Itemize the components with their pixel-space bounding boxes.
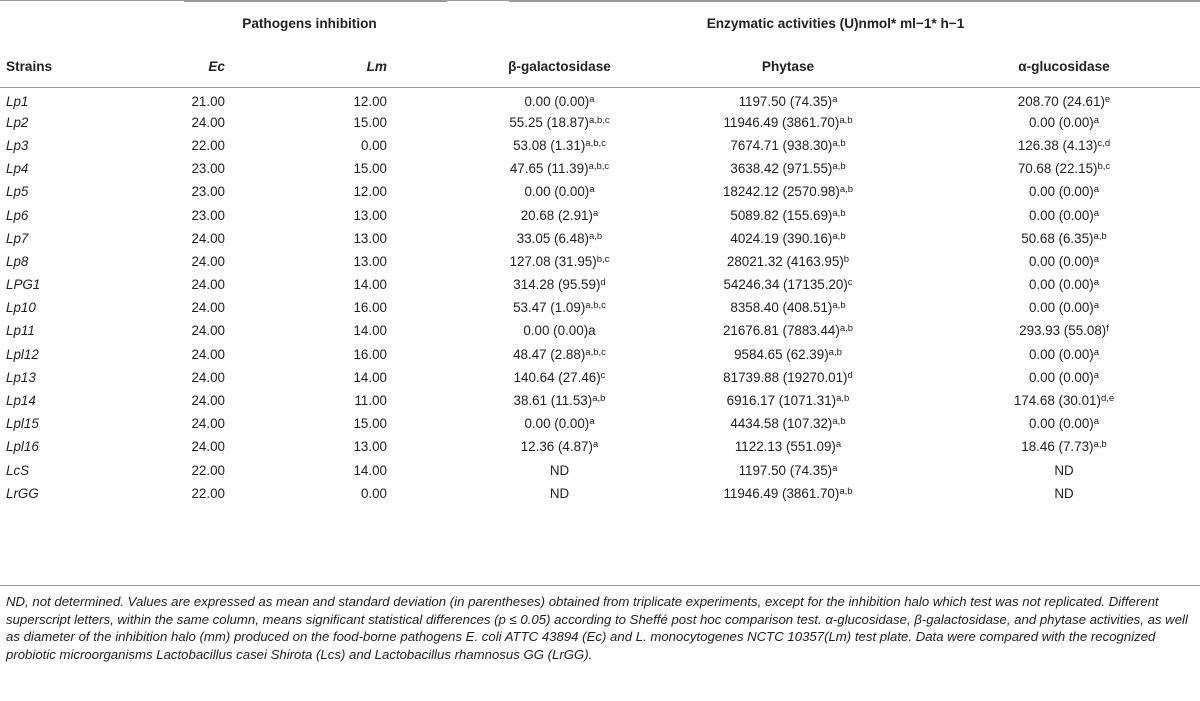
significance-letters: a,b bbox=[589, 230, 603, 242]
cell-aglu: 0.00 $(0.00)^a$ bbox=[1028, 300, 1100, 316]
cell-aglu: 174.68 $(30.01)^{d,e}$ bbox=[1013, 393, 1115, 409]
table-row bbox=[0, 319, 1200, 342]
cell-phytase: 28021.32 $(4163.95)^b$ bbox=[726, 253, 850, 269]
cell-phytase: 11946.49 $(3861.70)^{a,b}$ bbox=[723, 114, 853, 130]
cell-lm: 16.00 bbox=[353, 346, 387, 362]
cell-ec: 22.00 bbox=[191, 462, 225, 478]
cell-ec: 22.00 bbox=[191, 137, 225, 153]
cell-ec: 24.00 bbox=[191, 346, 225, 362]
cell-lm: 14.00 bbox=[353, 369, 387, 385]
cell-phytase: 4024.19 $(390.16)^{a,b}$ bbox=[730, 230, 846, 246]
significance-letters: b bbox=[843, 253, 850, 265]
table-body bbox=[0, 88, 1200, 505]
significance-letters: a,b bbox=[1093, 439, 1107, 451]
cell-lm: 15.00 bbox=[353, 114, 387, 130]
cell-strain: LrGG bbox=[6, 485, 39, 501]
cell-ec: 24.00 bbox=[191, 300, 225, 316]
table-row bbox=[0, 412, 1200, 435]
cell-strain: Lp4 bbox=[6, 161, 29, 177]
cell-aglu: 0.00 $(0.00)^a$ bbox=[1028, 346, 1100, 362]
cell-strain: Lpl12 bbox=[6, 346, 39, 362]
cell-ec: 23.00 bbox=[191, 184, 225, 200]
cell-lm: 11.00 bbox=[354, 393, 387, 409]
cell-bgal: 0.00 $(0.00)^a$ bbox=[524, 184, 595, 200]
significance-letters: a,b,c bbox=[585, 346, 606, 358]
cell-aglu: 0.00 $(0.00)^a$ bbox=[1028, 277, 1100, 293]
cell-bgal: 12.36 $(4.87)^a$ bbox=[520, 439, 599, 455]
group-header-enzymatic: Enzymatic activities (U)nmol* ml−1* h−1 bbox=[706, 15, 965, 31]
cell-ec: 22.00 bbox=[191, 485, 225, 501]
column-header-row bbox=[0, 45, 1200, 88]
significance-letters: a,b bbox=[839, 184, 854, 196]
cell-phytase: 9584.65 $(62.39)^{a,b}$ bbox=[734, 346, 842, 362]
cell-aglu: 0.00 $(0.00)^a$ bbox=[1028, 114, 1100, 130]
cell-aglu: 126.38 $(4.13)^{c,d}$ bbox=[1017, 137, 1111, 153]
significance-letters: a bbox=[1093, 416, 1100, 428]
cell-aglu: 0.00 $(0.00)^a$ bbox=[1028, 184, 1100, 200]
cell-bgal: ND bbox=[549, 462, 570, 478]
cell-phytase: 8358.40 $(408.51)^{a,b}$ bbox=[730, 300, 846, 316]
table-footnote: ND, not determined. Values are expressed as mean and standard deviation (in parentheses) obtained from triplicate experiments, except for the inhibition halo which test was not replicated. Different superscript letters, within the same column, means significant statistical differences (p ≤ 0.05) according to Sheffé post hoc comparison test. α-glucosidase, β-galactosidase, and phytase activities, as well as diameter of the inhibition halo (mm) produced on the food-borne pathogens E. coli ATTC 43894 (Ec) and L. monocytogenes NCTC 10357(Lm) test plate. Data were compared with the recognized probiotic microorganisms Lactobacillus casei Shirota (Lcs) and Lactobacillus rhamnosus GG (LrGG). bbox=[6, 594, 1188, 662]
enzymatic-group-rule bbox=[509, 1, 1200, 2]
significance-letters: a,b,c bbox=[585, 300, 606, 312]
table-row bbox=[0, 343, 1200, 366]
significance-letters: c bbox=[600, 369, 606, 381]
cell-bgal: 47.65 $(11.39)^{a,b,c}$ bbox=[509, 161, 610, 177]
cell-bgal: 53.08 $(1.31)^{a,b,c}$ bbox=[513, 137, 606, 153]
cell-lm: 14.00 bbox=[353, 462, 387, 478]
significance-letters: a bbox=[589, 184, 595, 196]
cell-bgal: 0.00 $(0.00)^a$ bbox=[524, 93, 595, 109]
significance-letters: a bbox=[835, 439, 842, 451]
significance-letters: a,b bbox=[839, 323, 854, 335]
col-header-bgal: β-galactosidase bbox=[508, 58, 611, 74]
significance-letters: a bbox=[1093, 346, 1100, 358]
significance-letters: a bbox=[1093, 300, 1100, 312]
table-row bbox=[0, 389, 1200, 412]
cell-ec: 21.00 bbox=[191, 93, 225, 109]
cell-bgal: 127.08 $(31.95)^{b,c}$ bbox=[509, 253, 610, 269]
cell-aglu: 0.00 $(0.00)^a$ bbox=[1028, 416, 1100, 432]
significance-letters: d bbox=[847, 369, 853, 381]
significance-letters: a,b,c bbox=[589, 114, 610, 126]
cell-lm: 16.00 bbox=[353, 300, 387, 316]
significance-letters: c,d bbox=[1097, 137, 1111, 149]
significance-letters: a,b,c bbox=[588, 161, 610, 173]
significance-letters: a,b bbox=[832, 161, 846, 173]
significance-letters: d,e bbox=[1100, 393, 1115, 405]
significance-letters: a,b bbox=[1093, 230, 1107, 242]
cell-strain: Lp13 bbox=[6, 369, 36, 385]
table-row bbox=[0, 459, 1200, 482]
col-header-ec: Ec bbox=[208, 58, 225, 74]
significance-letters: a bbox=[589, 416, 595, 428]
significance-letters: a bbox=[1093, 253, 1100, 265]
significance-letters: a,b bbox=[832, 300, 846, 312]
cell-aglu: 293.93 $(55.08)^f$ bbox=[1019, 323, 1109, 339]
cell-phytase: 7674.71 $(938.30)^{a,b}$ bbox=[730, 137, 846, 153]
table-row bbox=[0, 482, 1200, 505]
col-header-lm: Lm bbox=[366, 58, 387, 74]
cell-lm: 14.00 bbox=[353, 323, 387, 339]
cell-strain: Lpl15 bbox=[6, 416, 39, 432]
group-header-row bbox=[0, 1, 1200, 46]
cell-lm: 12.00 bbox=[353, 184, 387, 200]
cell-lm: 13.00 bbox=[353, 253, 387, 269]
cell-phytase: 11946.49 $(3861.70)^{a,b}$ bbox=[723, 485, 853, 501]
cell-lm: 15.00 bbox=[353, 416, 387, 432]
cell-ec: 24.00 bbox=[191, 439, 225, 455]
table-row bbox=[0, 250, 1200, 273]
significance-letters: a,b bbox=[839, 485, 853, 497]
cell-lm: 15.00 bbox=[353, 161, 387, 177]
significance-letters: f bbox=[1106, 323, 1109, 335]
significance-letters: a bbox=[832, 462, 838, 474]
cell-aglu: 0.00 $(0.00)^a$ bbox=[1028, 253, 1100, 269]
cell-phytase: 3638.42 $(971.55)^{a,b}$ bbox=[730, 161, 846, 177]
significance-letters: c bbox=[847, 277, 853, 289]
cell-bgal: 20.68 $(2.91)^a$ bbox=[520, 207, 599, 223]
cell-strain: Lp8 bbox=[6, 253, 29, 269]
cell-ec: 24.00 bbox=[191, 323, 225, 339]
col-header-phytase: Phytase bbox=[761, 58, 815, 74]
cell-strain: Lp11 bbox=[6, 323, 35, 339]
cell-strain: Lp3 bbox=[6, 137, 29, 153]
col-header-strains: Strains bbox=[6, 58, 53, 74]
table-row bbox=[0, 157, 1200, 180]
cell-phytase: 5089.82 $(155.69)^{a,b}$ bbox=[730, 207, 846, 223]
col-header-aglu: α-glucosidase bbox=[1018, 58, 1110, 74]
table-row bbox=[0, 366, 1200, 389]
cell-strain: Lp6 bbox=[6, 207, 29, 223]
cell-aglu: 18.46 $(7.73)^{a,b}$ bbox=[1021, 439, 1107, 455]
cell-ec: 23.00 bbox=[191, 161, 225, 177]
table-row bbox=[0, 296, 1200, 319]
cell-phytase: 54246.34 $(17135.20)^c$ bbox=[723, 277, 853, 293]
significance-letters: a,b bbox=[592, 393, 606, 405]
cell-strain: LPG1 bbox=[6, 277, 41, 293]
significance-letters: a bbox=[592, 439, 599, 451]
significance-letters: a bbox=[1093, 207, 1100, 219]
significance-letters: a bbox=[832, 93, 838, 105]
pathogens-group-rule bbox=[184, 1, 447, 2]
significance-letters: d bbox=[600, 277, 606, 289]
cell-aglu: ND bbox=[1054, 462, 1074, 478]
significance-letters: a,b bbox=[832, 207, 846, 219]
table-row bbox=[0, 273, 1200, 296]
cell-strain: Lp10 bbox=[6, 300, 36, 316]
cell-lm: 13.00 bbox=[353, 230, 387, 246]
cell-phytase: 1122.13 $(551.09)^a$ bbox=[734, 439, 842, 455]
cell-bgal: 53.47 $(1.09)^{a,b,c}$ bbox=[513, 300, 606, 316]
significance-letters: a,b,c bbox=[585, 137, 606, 149]
cell-bgal: 140.64 $(27.46)^c$ bbox=[513, 369, 606, 385]
cell-phytase: 6916.17 $(1071.31)^{a,b}$ bbox=[726, 393, 850, 409]
table-row bbox=[0, 134, 1200, 157]
cell-aglu: 208.70 $(24.61)^e$ bbox=[1017, 93, 1111, 109]
cell-strain: Lp2 bbox=[6, 114, 29, 130]
cell-ec: 23.00 bbox=[191, 207, 225, 223]
cell-strain: Lp14 bbox=[6, 393, 36, 409]
cell-lm: 13.00 bbox=[353, 207, 387, 223]
cell-aglu: ND bbox=[1054, 485, 1074, 501]
cell-ec: 24.00 bbox=[191, 369, 225, 385]
cell-strain: Lp5 bbox=[6, 184, 29, 200]
cell-lm: 14.00 bbox=[353, 277, 387, 293]
group-header-pathogens: Pathogens inhibition bbox=[242, 15, 377, 31]
significance-letters: b,c bbox=[596, 253, 610, 265]
cell-strain: LcS bbox=[6, 462, 30, 478]
significance-letters: a,b bbox=[828, 346, 842, 358]
cell-aglu: 0.00 $(0.00)^a$ bbox=[1028, 207, 1100, 223]
table-bottom-rule bbox=[0, 585, 1200, 586]
table-row bbox=[0, 227, 1200, 250]
cell-phytase: 1197.50 $(74.35)^a$ bbox=[738, 462, 838, 478]
cell-ec: 24.00 bbox=[191, 114, 225, 130]
cell-bgal: ND bbox=[549, 485, 570, 501]
cell-lm: 13.00 bbox=[353, 439, 387, 455]
cell-aglu: 50.68 $(6.35)^{a,b}$ bbox=[1021, 230, 1107, 246]
cell-lm: 0.00 bbox=[360, 137, 387, 153]
cell-aglu: 0.00 $(0.00)^a$ bbox=[1028, 369, 1100, 385]
cell-lm: 12.00 bbox=[353, 93, 387, 109]
significance-letters: a bbox=[592, 207, 599, 219]
cell-ec: 24.00 bbox=[191, 393, 225, 409]
table-row bbox=[0, 88, 1200, 111]
significance-letters: e bbox=[1104, 93, 1111, 105]
cell-bgal: 0.00 $(0.00)^a$ bbox=[524, 416, 595, 432]
cell-phytase: 4434.58 $(107.32)^{a,b}$ bbox=[730, 416, 846, 432]
significance-letters: a bbox=[1093, 277, 1100, 289]
cell-bgal: 33.05 $(6.48)^{a,b}$ bbox=[516, 230, 603, 246]
cell-bgal: 0.00 (0.00)a bbox=[523, 323, 596, 339]
cell-lm: 0.00 bbox=[360, 485, 387, 501]
cell-strain: Lp1 bbox=[6, 93, 29, 109]
significance-letters: a,b bbox=[836, 393, 850, 405]
cell-phytase: 1197.50 $(74.35)^a$ bbox=[738, 93, 838, 109]
cell-ec: 24.00 bbox=[191, 277, 225, 293]
table-row bbox=[0, 111, 1200, 134]
table-row bbox=[0, 180, 1200, 203]
significance-letters: b,c bbox=[1097, 161, 1111, 173]
significance-letters: a,b bbox=[839, 114, 853, 126]
significance-letters: a bbox=[1093, 114, 1100, 126]
cell-strain: Lp7 bbox=[6, 230, 29, 246]
cell-ec: 24.00 bbox=[191, 253, 225, 269]
cell-bgal: 314.28 $(95.59)^d$ bbox=[513, 277, 606, 293]
cell-phytase: 21676.81 $(7883.44)^{a,b}$ bbox=[722, 323, 854, 339]
cell-strain: Lpl16 bbox=[6, 439, 39, 455]
table-row bbox=[0, 203, 1200, 226]
cell-bgal: 48.47 $(2.88)^{a,b,c}$ bbox=[513, 346, 606, 362]
cell-phytase: 81739.88 $(19270.01)^d$ bbox=[723, 369, 853, 385]
significance-letters: a,b bbox=[832, 230, 846, 242]
cell-aglu: 70.68 $(22.15)^{b,c}$ bbox=[1017, 161, 1111, 177]
significance-letters: a,b bbox=[832, 137, 846, 149]
significance-letters: a bbox=[1093, 369, 1100, 381]
cell-ec: 24.00 bbox=[191, 416, 225, 432]
cell-bgal: 55.25 $(18.87)^{a,b,c}$ bbox=[509, 114, 610, 130]
cell-phytase: 18242.12 $(2570.98)^{a,b}$ bbox=[722, 184, 854, 200]
significance-letters: a,b bbox=[832, 416, 846, 428]
cell-bgal: 38.61 $(11.53)^{a,b}$ bbox=[513, 393, 606, 409]
significance-letters: a bbox=[589, 93, 595, 105]
significance-letters: a bbox=[1093, 184, 1100, 196]
table-row bbox=[0, 435, 1200, 458]
cell-ec: 24.00 bbox=[191, 230, 225, 246]
